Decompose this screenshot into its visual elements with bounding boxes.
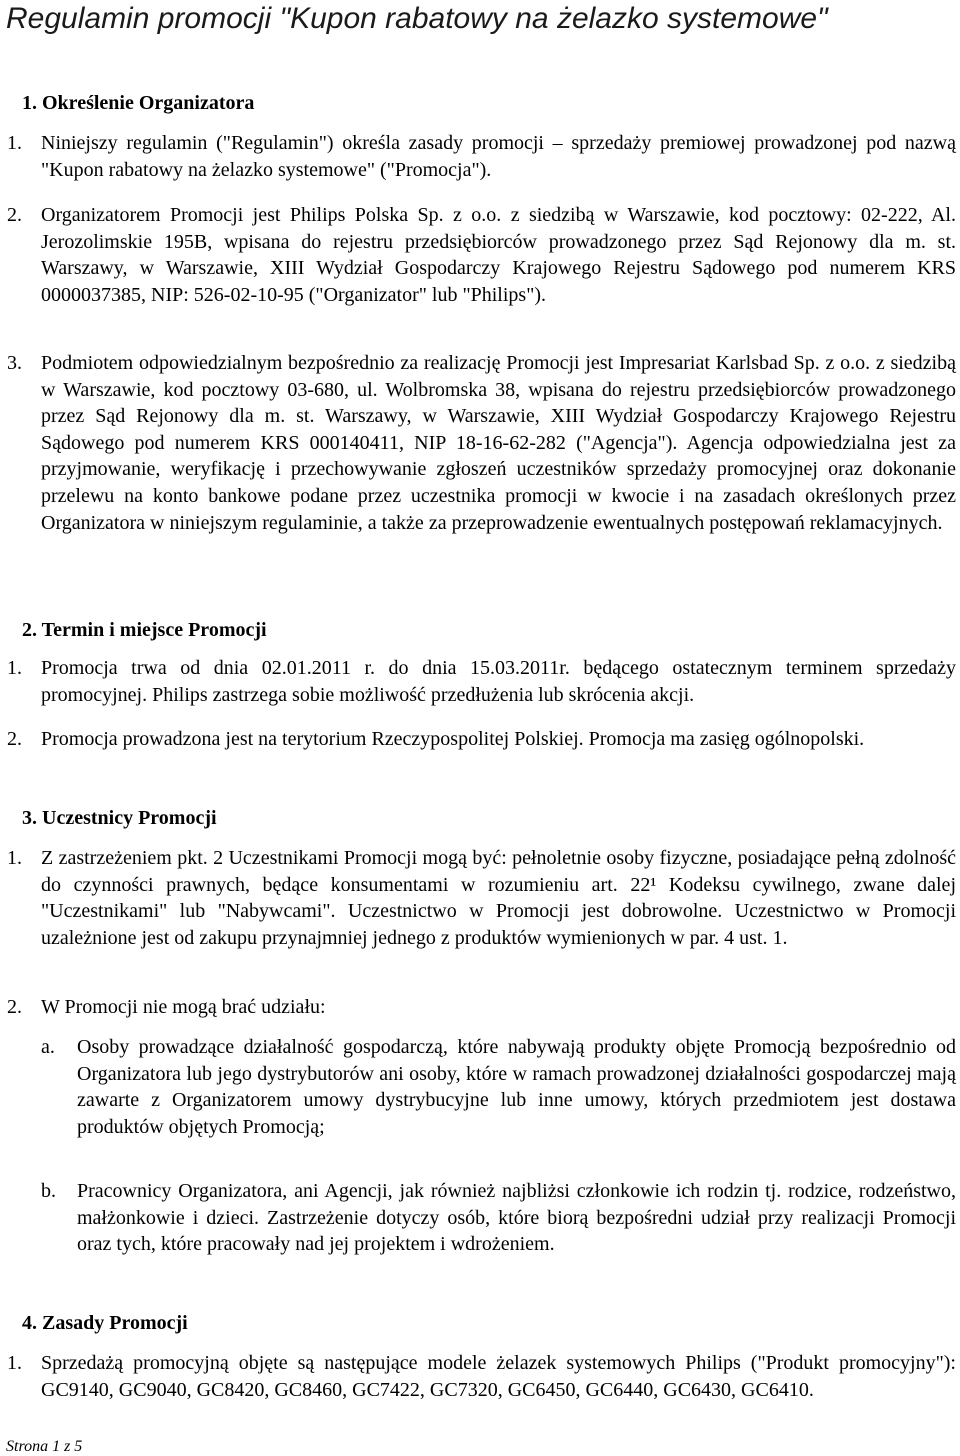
paragraph-number: 2.: [7, 204, 22, 226]
paragraph-text: Organizatorem Promocji jest Philips Polska Sp. z o.o. z siedzibą w Warszawie, kod pocztowy: 02-222, Al. Jerozolimskie 195B, wpisana do rejestru przedsiębiorców prowadzonego przez Sąd Rejonowy dla m. st. Warszawy, w Warszawie, XIII Wydział Gospodarczy Krajowego Rejestru Sądowego pod numerem KRS 0000037385, NIP: 526-02-10-95 ("Organizator" lub "Philips").: [41, 204, 956, 306]
subitem-text: Pracownicy Organizatora, ani Agencji, jak również najbliżsi członkowie ich rodzin tj. rodzice, rodzeństwo, małżonkowie i dzieci. Zastrzeżenie dotyczy osób, które biorą bezpośredni udział przy realizacji Promocji oraz tych, które pracowały nad jej projektem i wdrożeniem.: [77, 1180, 956, 1256]
section-number: 3.: [22, 807, 37, 829]
page-footer: Strona 1 z 5: [6, 1438, 83, 1455]
section-heading-4: [22, 1310, 188, 1336]
section-number: 2.: [22, 619, 37, 641]
section-number: 4.: [22, 1312, 37, 1334]
paragraph-text: Podmiotem odpowiedzialnym bezpośrednio za realizację Promocji jest Impresariat Karlsbad Sp. z o.o. z siedzibą w Warszawie, kod pocztowy 03-680, ul. Wolbromska 38, wpisana do rejestru przedsiębiorców prowadzonego przez Sąd Rejonowy dla m. st. Warszawy, w Warszawie, XIII Wydział Gospodarczy Krajowego Rejestru Sądowego pod numerem KRS 000140411, NIP 18-16-62-282 ("Agencja"). Agencja odpowiedzialna jest za przyjmowanie, weryfikację i przechowywanie zgłoszeń uczestników sprzedaży promocyjnej oraz dokonanie przelewu na konto bankowe podane przez uczestnika promocji w kwocie i na zasadach określonych przez Organizatora w niniejszym regulaminie, a także za przeprowadzenie ewentualnych postępowań reklamacyjnych.: [41, 352, 956, 534]
paragraph-4-1: [7, 1350, 956, 1403]
subitem-letter: a.: [41, 1036, 55, 1058]
section-heading-3: [22, 805, 217, 831]
subitem-3-2-a: [41, 1034, 956, 1140]
paragraph-text: Promocja prowadzona jest na terytorium Rzeczypospolitej Polskiej. Promocja ma zasięg ogólnopolski.: [41, 728, 865, 750]
paragraph-3-1: [7, 845, 956, 951]
subitem-letter: b.: [41, 1180, 56, 1202]
paragraph-number: 1.: [7, 657, 22, 679]
paragraph-1-2: [7, 202, 956, 308]
section-title: Uczestnicy Promocji: [42, 807, 217, 829]
paragraph-number: 2.: [7, 728, 22, 750]
document-title: Regulamin promocji "Kupon rabatowy na żelazko systemowe": [6, 2, 828, 35]
paragraph-2-2: [7, 726, 956, 753]
section-title: Zasady Promocji: [42, 1312, 188, 1334]
section-title: Termin i miejsce Promocji: [41, 619, 267, 641]
paragraph-number: 3.: [7, 352, 22, 374]
section-heading-1: [22, 90, 254, 116]
subitem-3-2-b: [41, 1178, 956, 1258]
paragraph-number: 1.: [7, 1352, 22, 1374]
section-title: Określenie Organizatora: [42, 92, 255, 114]
paragraph-3-2: [7, 994, 956, 1021]
paragraph-1-1: [7, 130, 956, 183]
paragraph-text: W Promocji nie mogą brać udziału:: [41, 996, 326, 1018]
paragraph-text: Sprzedażą promocyjną objęte są następujące modele żelazek systemowych Philips ("Produkt promocyjny"): GC9140, GC9040, GC8420, GC8460, GC7422, GC7320, GC6450, GC6440, GC6430, GC6410.: [41, 1352, 956, 1401]
paragraph-text: Promocja trwa od dnia 02.01.2011 r. do dnia 15.03.2011r. będącego ostatecznym terminem sprzedaży promocyjnej. Philips zastrzega sobie możliwość przedłużenia lub skrócenia akcji.: [41, 657, 956, 706]
paragraph-text: Z zastrzeżeniem pkt. 2 Uczestnikami Promocji mogą być: pełnoletnie osoby fizyczne, posiadające pełną zdolność do czynności prawnych, będące konsumentami w rozumieniu art. 22¹ Kodeksu cywilnego, zwane dalej "Uczestnikami" lub "Nabywcami". Uczestnictwo w Promocji jest dobrowolne. Uczestnictwo w Promocji uzależnione jest od zakupu przynajmniej jednego z produktów wymienionych w par. 4 ust. 1.: [41, 847, 956, 949]
section-number: 1.: [22, 92, 37, 114]
subitem-text: Osoby prowadzące działalność gospodarczą, które nabywają produkty objęte Promocją bezpośrednio od Organizatora lub jego dystrybutorów ani osoby, które w ramach prowadzonej działalności gospodarczej mają zawarte z Organizatorem umowy dystrybucyjne lub inne umowy, których przedmiotem jest dostawa produktów objętych Promocją;: [77, 1036, 956, 1138]
paragraph-number: 1.: [7, 847, 22, 869]
paragraph-number: 2.: [7, 996, 22, 1018]
paragraph-1-3: [7, 350, 956, 536]
paragraph-2-1: [7, 655, 956, 708]
section-heading-2: [22, 617, 267, 643]
paragraph-number: 1.: [7, 132, 22, 154]
paragraph-text: Niniejszy regulamin ("Regulamin") określa zasady promocji – sprzedaży premiowej prowadzonej pod nazwą "Kupon rabatowy na żelazko systemowe" ("Promocja").: [41, 132, 956, 181]
